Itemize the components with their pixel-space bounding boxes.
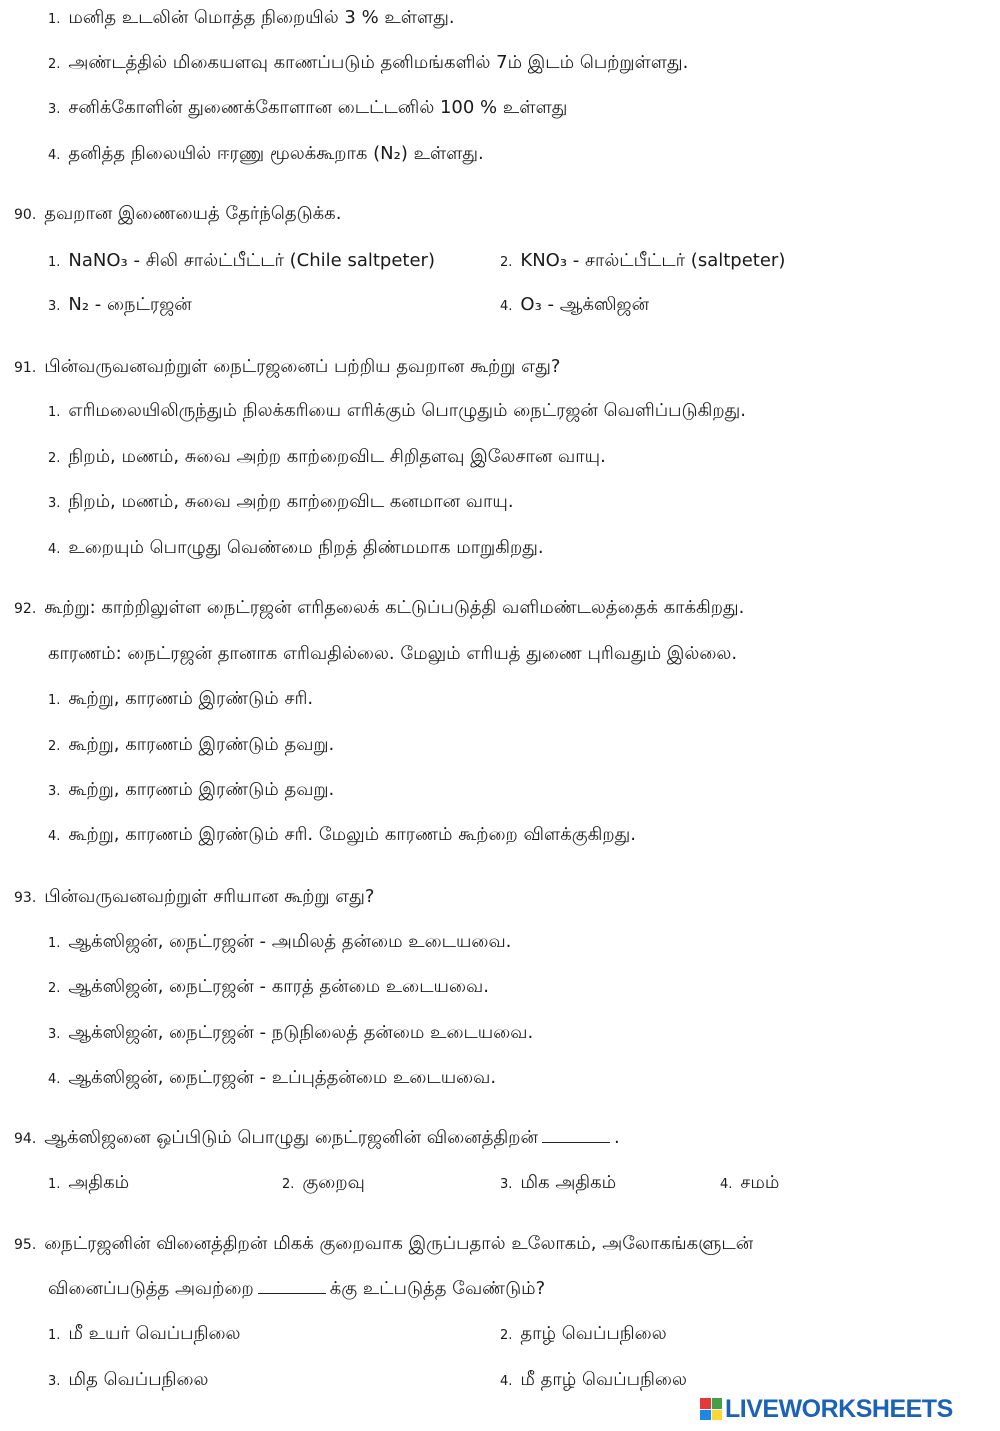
question-line-2 [48,1277,545,1301]
option-line [48,1171,129,1197]
option-number: 3. [48,784,61,799]
option-text: அண்டத்தில் மிகையளவு காணப்படும் தனிமங்களில் 7ம் இடம் பெற்றுள்ளது. [68,52,689,73]
option-line [500,1171,616,1197]
option-line [48,142,484,168]
answer-blank[interactable] [258,1277,326,1294]
question-92 [14,596,744,621]
option-text: ஆக்ஸிஜன், நைட்ரஜன் - அமிலத் தன்மை உடையவை. [68,931,512,952]
option-line [48,733,334,759]
option-text: கூற்று, காரணம் இரண்டும் தவறு. [68,734,335,755]
option-line [48,51,688,77]
question-text: தவறான இணையைத் தேர்ந்தெடுக்க. [44,203,342,224]
option-text: உறையும் பொழுது வெண்மை நிறத் திண்மமாக மாறுகிறது. [68,537,544,558]
option-text: KNO₃ - சால்ட்பீட்டர் (saltpeter) [520,250,786,271]
option-text: மீ உயர் வெப்பநிலை [68,1323,241,1344]
option-text: ஆக்ஸிஜன், நைட்ரஜன் - காரத் தன்மை உடையவை. [68,976,489,997]
option-text: மனித உடலின் மொத்த நிறையில் 3 % உள்ளது. [68,7,455,28]
option-number: 3. [48,102,61,117]
option-line [48,1066,496,1092]
option-text: சமம் [740,1172,780,1193]
option-text: குறைவு [302,1172,365,1193]
question-number: 95. [14,1237,37,1253]
option-text: கூற்று, காரணம் இரண்டும் தவறு. [68,779,335,800]
option-text: O₃ - ஆக்ஸிஜன் [520,294,650,315]
option-number: 2. [48,57,61,72]
option-text: நிறம், மணம், சுவை அற்ற காற்றைவிட சிறிதளவு இலேசான வாயு. [68,446,606,467]
option-text: மீ தாழ் வெப்பநிலை [520,1369,687,1390]
option-text: தாழ் வெப்பநிலை [520,1323,667,1344]
option-number: 2. [48,451,61,466]
option-number: 1. [48,12,61,27]
question-text: கூற்று: காற்றிலுள்ள நைட்ரஜன் எரிதலைக் கட்டுப்படுத்தி வளிமண்டலத்தைக் காக்கிறது. [44,597,745,618]
option-text: N₂ - நைட்ரஜன் [68,294,192,315]
option-number: 2. [500,1328,513,1343]
question-number: 93. [14,890,37,906]
option-number: 3. [48,1374,61,1389]
question-number: 91. [14,360,37,376]
question-reason-line [48,642,737,666]
option-line [48,975,489,1001]
option-text: ஆக்ஸிஜன், நைட்ரஜன் - உப்புத்தன்மை உடையவை. [68,1067,497,1088]
logo-mark-icon [700,1398,722,1420]
option-line [48,293,192,319]
option-text: எரிமலையிலிருந்தும் நிலக்கரியை எரிக்கும் பொழுதும் நைட்ரஜன் வெளிப்படுகிறது. [68,400,746,421]
option-number: 3. [48,1027,61,1042]
option-number: 1. [48,936,61,951]
question-text: காரணம்: நைட்ரஜன் தானாக எரிவதில்லை. மேலும் எரியத் துணை புரிவதும் இல்லை. [48,643,738,664]
option-text: தனித்த நிலையில் ஈரணு மூலக்கூறாக (N₂) உள்ளது. [68,143,484,164]
logo-text: LIVEWORKSHEETS [725,1394,953,1423]
option-line [500,249,785,275]
option-line [48,778,334,804]
option-number: 3. [48,496,61,511]
option-text: நிறம், மணம், சுவை அற்ற காற்றைவிட கனமான வாயு. [68,491,514,512]
option-line [48,1368,208,1394]
option-line [48,930,511,956]
liveworksheets-logo [700,1396,953,1422]
option-number: 3. [48,299,61,314]
option-number: 3. [500,1177,513,1192]
question-text: பின்வருவனவற்றுள் சரியான கூற்று எது? [44,886,375,907]
question-91 [14,355,560,380]
question-text: பின்வருவனவற்றுள் நைட்ரஜனைப் பற்றிய தவறான கூற்று எது? [44,356,561,377]
option-line [48,399,746,425]
option-text: கூற்று, காரணம் இரண்டும் சரி. [68,688,314,709]
question-95 [14,1232,753,1257]
option-number: 4. [500,299,513,314]
question-number: 90. [14,207,37,223]
option-text: மித வெப்பநிலை [68,1369,209,1390]
option-text: கூற்று, காரணம் இரண்டும் சரி. மேலும் காரணம் கூற்றை விளக்குகிறது. [68,824,636,845]
answer-blank[interactable] [542,1126,610,1143]
option-number: 4. [500,1374,513,1389]
option-number: 4. [48,1072,61,1087]
option-text: ஆக்ஸிஜன், நைட்ரஜன் - நடுநிலைத் தன்மை உடையவை. [68,1022,534,1043]
option-line [48,490,514,516]
option-line [500,1368,687,1394]
option-line [48,687,313,713]
question-93 [14,885,374,910]
option-line [48,445,606,471]
option-line [48,536,544,562]
question-text-end: க்கு உட்படுத்த வேண்டும்? [329,1278,546,1299]
option-number: 4. [48,148,61,163]
question-text-end: . [613,1127,620,1148]
question-94 [14,1126,620,1151]
question-90 [14,202,341,227]
question-text: நைட்ரஜனின் வினைத்திறன் மிகக் குறைவாக இருப்பதால் உலோகம், அலோகங்களுடன் [44,1233,754,1254]
option-line [282,1171,365,1197]
option-text: NaNO₃ - சிலி சால்ட்பீட்டர் (Chile saltpeter) [68,250,435,271]
question-text: வினைப்படுத்த அவற்றை [48,1278,254,1299]
question-text: ஆக்ஸிஜனை ஒப்பிடும் பொழுது நைட்ரஜனின் வினைத்திறன் [44,1127,538,1148]
option-line [48,96,567,122]
option-line [500,293,649,319]
option-text: அதிகம் [68,1172,130,1193]
option-line [500,1322,667,1348]
option-number: 1. [48,693,61,708]
option-line [720,1171,779,1197]
option-number: 2. [48,981,61,996]
option-number: 2. [282,1177,295,1192]
option-number: 2. [500,255,513,270]
option-number: 1. [48,1177,61,1192]
option-text: மிக அதிகம் [520,1172,617,1193]
option-line [48,823,636,849]
question-number: 92. [14,601,37,617]
option-line [48,249,435,275]
option-number: 1. [48,1328,61,1343]
question-number: 94. [14,1131,37,1147]
option-number: 1. [48,405,61,420]
option-line [48,1021,533,1047]
option-line [48,1322,240,1348]
option-number: 2. [48,739,61,754]
option-line [48,6,455,32]
option-number: 1. [48,255,61,270]
option-number: 4. [48,829,61,844]
option-number: 4. [720,1177,733,1192]
option-number: 4. [48,542,61,557]
option-text: சனிக்கோளின் துணைக்கோளான டைட்டனில் 100 % உள்ளது [68,97,568,118]
